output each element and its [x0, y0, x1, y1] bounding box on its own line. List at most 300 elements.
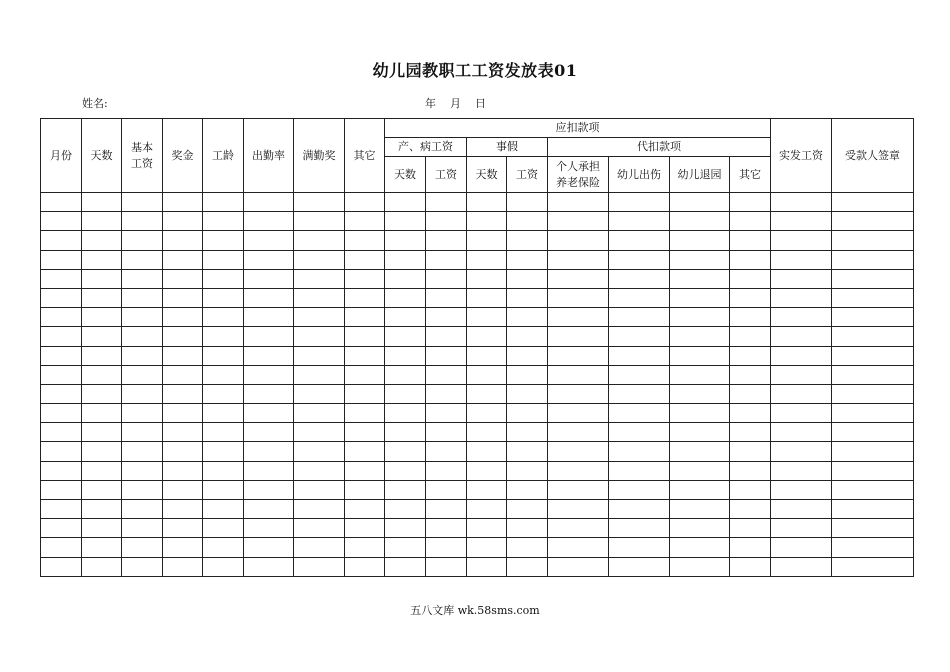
table-cell — [730, 346, 771, 365]
page-title: 幼儿园教职工工资发放表01 — [372, 61, 578, 80]
table-cell — [832, 461, 914, 480]
table-cell — [730, 193, 771, 212]
table-cell — [163, 212, 203, 231]
table-cell — [122, 269, 163, 288]
header-withheld-other: 其它 — [730, 157, 771, 193]
header-month: 月份 — [41, 119, 82, 193]
header-signature: 受款人签章 — [832, 119, 914, 193]
table-cell — [345, 231, 385, 250]
table-cell — [294, 500, 345, 519]
table-cell — [41, 365, 82, 384]
table-cell — [385, 442, 426, 461]
table-cell — [426, 269, 467, 288]
table-cell — [345, 193, 385, 212]
table-cell — [730, 365, 771, 384]
table-cell — [730, 423, 771, 442]
table-cell — [385, 384, 426, 403]
table-cell — [294, 365, 345, 384]
table-cell — [385, 288, 426, 307]
table-cell — [203, 404, 244, 423]
table-row — [41, 346, 914, 365]
table-cell — [203, 231, 244, 250]
table-cell — [385, 365, 426, 384]
table-cell — [670, 557, 730, 576]
table-cell — [426, 288, 467, 307]
header-full-attendance: 满勤奖 — [294, 119, 345, 193]
table-cell — [345, 500, 385, 519]
table-cell — [203, 327, 244, 346]
table-cell — [294, 212, 345, 231]
table-cell — [41, 557, 82, 576]
table-cell — [670, 212, 730, 231]
table-cell — [730, 442, 771, 461]
table-cell — [730, 308, 771, 327]
table-cell — [467, 231, 507, 250]
table-cell — [385, 231, 426, 250]
table-cell — [670, 327, 730, 346]
header-withheld-group: 代扣款项 — [548, 138, 771, 157]
table-cell — [609, 442, 670, 461]
table-cell — [771, 231, 832, 250]
table-cell — [507, 308, 548, 327]
table-cell — [82, 288, 122, 307]
header-actual-pay: 实发工资 — [771, 119, 832, 193]
table-cell — [507, 500, 548, 519]
table-cell — [122, 480, 163, 499]
table-cell — [294, 557, 345, 576]
table-row — [41, 461, 914, 480]
table-cell — [467, 384, 507, 403]
table-cell — [41, 250, 82, 269]
table-cell — [345, 308, 385, 327]
table-cell — [244, 327, 294, 346]
table-cell — [294, 384, 345, 403]
table-cell — [345, 250, 385, 269]
table-cell — [730, 557, 771, 576]
table-cell — [385, 250, 426, 269]
table-cell — [832, 480, 914, 499]
table-cell — [244, 557, 294, 576]
table-cell — [294, 308, 345, 327]
table-row — [41, 557, 914, 576]
table-row — [41, 519, 914, 538]
table-cell — [507, 404, 548, 423]
table-cell — [244, 288, 294, 307]
table-cell — [548, 250, 609, 269]
table-cell — [467, 404, 507, 423]
table-cell — [832, 231, 914, 250]
table-cell — [163, 519, 203, 538]
table-cell — [426, 212, 467, 231]
table-cell — [832, 442, 914, 461]
header-base-salary — [122, 119, 163, 193]
table-row — [41, 480, 914, 499]
table-cell — [730, 269, 771, 288]
table-cell — [609, 288, 670, 307]
table-cell — [345, 404, 385, 423]
table-cell — [294, 288, 345, 307]
table-cell — [507, 346, 548, 365]
table-cell — [203, 250, 244, 269]
table-cell — [548, 461, 609, 480]
table-cell — [122, 346, 163, 365]
table-cell — [426, 384, 467, 403]
table-cell — [467, 327, 507, 346]
table-cell — [82, 557, 122, 576]
table-cell — [345, 327, 385, 346]
table-cell — [294, 346, 345, 365]
table-cell — [771, 557, 832, 576]
table-cell — [507, 231, 548, 250]
table-cell — [163, 327, 203, 346]
table-cell — [163, 423, 203, 442]
table-cell — [467, 269, 507, 288]
table-cell — [467, 557, 507, 576]
table-cell — [426, 231, 467, 250]
table-cell — [730, 250, 771, 269]
table-cell — [467, 346, 507, 365]
table-cell — [771, 346, 832, 365]
table-cell — [507, 557, 548, 576]
table-cell — [507, 442, 548, 461]
table-cell — [203, 500, 244, 519]
table-cell — [670, 500, 730, 519]
table-cell — [82, 384, 122, 403]
table-cell — [122, 308, 163, 327]
table-cell — [385, 212, 426, 231]
table-cell — [507, 250, 548, 269]
table-cell — [507, 538, 548, 557]
table-cell — [507, 327, 548, 346]
table-cell — [467, 538, 507, 557]
table-cell — [82, 365, 122, 384]
table-cell — [244, 500, 294, 519]
date-line — [425, 95, 486, 111]
table-cell — [832, 193, 914, 212]
table-cell — [548, 404, 609, 423]
table-cell — [548, 212, 609, 231]
header-base-line2: 工资 — [131, 156, 153, 170]
table-cell — [548, 308, 609, 327]
table-cell — [670, 288, 730, 307]
table-cell — [244, 346, 294, 365]
table-cell — [41, 346, 82, 365]
table-cell — [122, 365, 163, 384]
table-cell — [82, 538, 122, 557]
day-label: 日 — [475, 97, 486, 110]
table-cell — [609, 461, 670, 480]
table-cell — [730, 500, 771, 519]
table-cell — [203, 461, 244, 480]
table-row — [41, 212, 914, 231]
table-cell — [832, 365, 914, 384]
table-cell — [163, 346, 203, 365]
table-cell — [41, 442, 82, 461]
table-cell — [670, 308, 730, 327]
table-cell — [122, 193, 163, 212]
table-cell — [467, 500, 507, 519]
table-cell — [730, 404, 771, 423]
salary-table — [40, 118, 914, 577]
table-cell — [426, 327, 467, 346]
table-cell — [163, 193, 203, 212]
table-cell — [609, 346, 670, 365]
header-deductions-group: 应扣款项 — [385, 119, 771, 138]
table-cell — [832, 327, 914, 346]
header-sick-days: 天数 — [385, 157, 426, 193]
table-cell — [730, 538, 771, 557]
table-cell — [609, 423, 670, 442]
table-cell — [609, 269, 670, 288]
table-cell — [548, 327, 609, 346]
table-cell — [41, 231, 82, 250]
table-cell — [294, 269, 345, 288]
table-cell — [832, 557, 914, 576]
table-cell — [426, 442, 467, 461]
table-cell — [771, 519, 832, 538]
table-cell — [41, 288, 82, 307]
year-label: 年 — [425, 97, 436, 110]
table-row — [41, 442, 914, 461]
table-cell — [832, 212, 914, 231]
table-cell — [385, 269, 426, 288]
table-cell — [548, 193, 609, 212]
table-cell — [345, 365, 385, 384]
table-cell — [771, 193, 832, 212]
table-cell — [832, 250, 914, 269]
table-cell — [163, 404, 203, 423]
table-cell — [294, 538, 345, 557]
table-cell — [507, 212, 548, 231]
table-cell — [163, 500, 203, 519]
table-cell — [426, 461, 467, 480]
table-cell — [385, 308, 426, 327]
table-cell — [163, 308, 203, 327]
table-cell — [548, 500, 609, 519]
table-cell — [832, 288, 914, 307]
table-cell — [609, 384, 670, 403]
table-cell — [244, 519, 294, 538]
table-cell — [203, 288, 244, 307]
table-cell — [467, 250, 507, 269]
table-cell — [122, 442, 163, 461]
table-cell — [426, 365, 467, 384]
table-cell — [244, 212, 294, 231]
footer-watermark: 五八文库 wk.58sms.com — [410, 604, 540, 617]
table-cell — [730, 288, 771, 307]
table-cell — [670, 423, 730, 442]
table-cell — [507, 480, 548, 499]
table-cell — [294, 480, 345, 499]
table-cell — [426, 538, 467, 557]
table-cell — [730, 384, 771, 403]
table-cell — [771, 500, 832, 519]
table-cell — [832, 308, 914, 327]
table-cell — [832, 519, 914, 538]
table-cell — [82, 269, 122, 288]
table-cell — [82, 423, 122, 442]
table-cell — [670, 538, 730, 557]
table-cell — [771, 480, 832, 499]
table-cell — [467, 288, 507, 307]
table-cell — [41, 404, 82, 423]
table-cell — [548, 269, 609, 288]
table-cell — [122, 250, 163, 269]
table-cell — [163, 461, 203, 480]
header-other: 其它 — [345, 119, 385, 193]
table-cell — [294, 404, 345, 423]
table-cell — [203, 538, 244, 557]
table-row — [41, 288, 914, 307]
name-label: 姓名: — [82, 97, 108, 110]
table-cell — [122, 519, 163, 538]
header-days: 天数 — [82, 119, 122, 193]
table-cell — [771, 538, 832, 557]
header-sick-leave-group: 产、病工资 — [385, 138, 467, 157]
table-cell — [467, 193, 507, 212]
table-cell — [730, 480, 771, 499]
table-row — [41, 538, 914, 557]
table-cell — [244, 193, 294, 212]
table-cell — [670, 442, 730, 461]
table-row — [41, 423, 914, 442]
table-cell — [163, 288, 203, 307]
table-cell — [82, 212, 122, 231]
table-cell — [507, 288, 548, 307]
table-cell — [385, 404, 426, 423]
table-cell — [82, 308, 122, 327]
month-label: 月 — [450, 97, 461, 110]
header-pension-line2: 养老保险 — [556, 175, 600, 189]
table-cell — [345, 461, 385, 480]
table-cell — [771, 404, 832, 423]
table-cell — [548, 365, 609, 384]
table-cell — [244, 538, 294, 557]
table-cell — [548, 288, 609, 307]
table-cell — [345, 384, 385, 403]
table-cell — [771, 308, 832, 327]
table-cell — [426, 557, 467, 576]
table-cell — [203, 423, 244, 442]
table-cell — [507, 519, 548, 538]
table-cell — [82, 404, 122, 423]
table-cell — [548, 557, 609, 576]
table-row — [41, 327, 914, 346]
table-cell — [163, 384, 203, 403]
table-cell — [771, 442, 832, 461]
table-cell — [122, 538, 163, 557]
table-cell — [670, 365, 730, 384]
table-cell — [730, 519, 771, 538]
table-cell — [548, 442, 609, 461]
table-cell — [385, 327, 426, 346]
table-cell — [771, 327, 832, 346]
table-cell — [771, 384, 832, 403]
table-cell — [244, 231, 294, 250]
table-cell — [82, 442, 122, 461]
header-leave-days: 天数 — [467, 157, 507, 193]
table-cell — [609, 250, 670, 269]
table-cell — [244, 423, 294, 442]
table-cell — [832, 269, 914, 288]
table-cell — [507, 384, 548, 403]
table-cell — [609, 212, 670, 231]
table-cell — [294, 442, 345, 461]
table-cell — [122, 404, 163, 423]
table-cell — [507, 423, 548, 442]
table-cell — [203, 480, 244, 499]
table-cell — [122, 461, 163, 480]
table-cell — [609, 557, 670, 576]
table-cell — [41, 538, 82, 557]
table-cell — [203, 442, 244, 461]
table-cell — [467, 212, 507, 231]
table-cell — [203, 193, 244, 212]
table-row — [41, 250, 914, 269]
table-row — [41, 500, 914, 519]
header-seniority: 工龄 — [203, 119, 244, 193]
table-cell — [670, 461, 730, 480]
table-cell — [163, 480, 203, 499]
table-cell — [345, 557, 385, 576]
table-cell — [163, 557, 203, 576]
table-cell — [345, 442, 385, 461]
table-cell — [548, 480, 609, 499]
table-cell — [345, 423, 385, 442]
table-cell — [609, 365, 670, 384]
table-cell — [122, 212, 163, 231]
table-row — [41, 269, 914, 288]
table-cell — [163, 269, 203, 288]
table-cell — [345, 519, 385, 538]
table-cell — [467, 461, 507, 480]
table-cell — [163, 365, 203, 384]
table-cell — [122, 288, 163, 307]
table-cell — [244, 442, 294, 461]
table-cell — [122, 384, 163, 403]
table-cell — [771, 288, 832, 307]
table-cell — [670, 250, 730, 269]
table-cell — [467, 519, 507, 538]
table-cell — [467, 442, 507, 461]
table-cell — [203, 519, 244, 538]
table-cell — [609, 327, 670, 346]
table-cell — [203, 557, 244, 576]
table-cell — [670, 193, 730, 212]
table-cell — [82, 519, 122, 538]
header-attendance-rate: 出勤率 — [244, 119, 294, 193]
header-child-injury: 幼儿出伤 — [609, 157, 670, 193]
table-cell — [345, 346, 385, 365]
table-row — [41, 231, 914, 250]
table-cell — [609, 231, 670, 250]
table-cell — [41, 461, 82, 480]
table-cell — [385, 519, 426, 538]
table-cell — [426, 346, 467, 365]
table-cell — [507, 365, 548, 384]
table-row — [41, 308, 914, 327]
table-cell — [294, 250, 345, 269]
table-cell — [294, 193, 345, 212]
table-cell — [41, 519, 82, 538]
table-cell — [294, 461, 345, 480]
table-cell — [244, 480, 294, 499]
header-bonus: 奖金 — [163, 119, 203, 193]
table-cell — [609, 193, 670, 212]
table-cell — [730, 461, 771, 480]
table-cell — [82, 480, 122, 499]
table-cell — [82, 231, 122, 250]
